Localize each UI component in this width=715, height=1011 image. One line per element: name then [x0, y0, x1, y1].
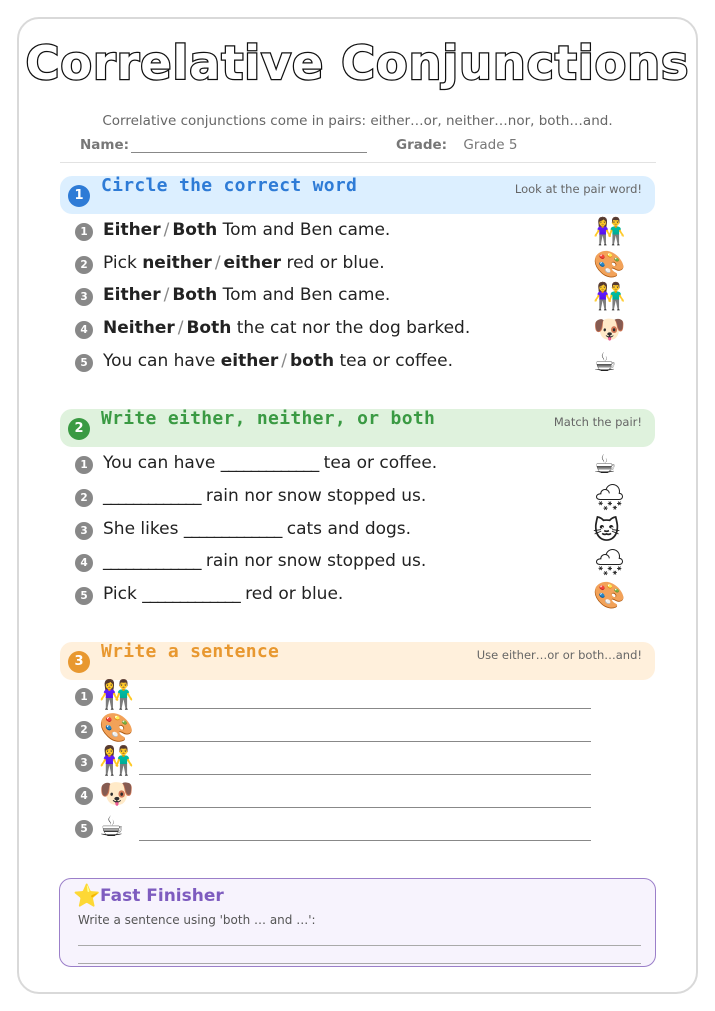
item-pre: Pick — [103, 584, 143, 604]
option-2[interactable]: Both — [172, 285, 218, 305]
fast-finisher-box — [59, 878, 656, 967]
answer-blank[interactable]: _____________ — [103, 486, 201, 506]
item-number: 4 — [75, 787, 93, 805]
item-post: tea or coffee. — [318, 453, 438, 473]
section-1-banner — [60, 176, 655, 214]
item-pre: You can have — [103, 453, 221, 473]
name-line[interactable] — [131, 139, 367, 153]
item-number: 5 — [75, 820, 93, 838]
dog-icon: 🐶 — [99, 777, 134, 810]
fill-item — [75, 518, 635, 544]
section-number: 3 — [68, 651, 90, 673]
writing-line[interactable] — [78, 963, 641, 964]
circle-item: 1 Either / Both Tom and Ben came. 👫 — [75, 219, 635, 245]
circle-item: 5 You can have either / both tea or coffee. ☕ — [75, 350, 635, 376]
item-post: red or blue. — [281, 253, 385, 273]
sentence-item — [75, 678, 595, 712]
item-post: tea or coffee. — [334, 351, 454, 371]
item-number: 2 — [75, 721, 93, 739]
item-number: 5 — [75, 354, 93, 372]
fill-item — [75, 583, 635, 609]
palette-icon: 🎨 — [593, 581, 626, 611]
name-label: Name: — [80, 137, 130, 153]
item-number: 3 — [75, 288, 93, 306]
item-number: 1 — [75, 688, 93, 706]
header-divider — [60, 162, 656, 163]
option-1[interactable]: Neither — [103, 318, 175, 338]
sentence-item — [75, 711, 595, 745]
section-hint: Match the pair! — [553, 415, 642, 429]
star-icon: ⭐ — [73, 884, 101, 909]
coffee-icon: ☕ — [593, 450, 617, 480]
writing-line[interactable] — [139, 708, 591, 709]
couple-icon: 👫 — [99, 678, 134, 711]
answer-blank[interactable]: _____________ — [142, 584, 240, 604]
section-number: 2 — [68, 418, 90, 440]
couple-icon: 👫 — [99, 744, 134, 777]
option-1[interactable]: neither — [142, 253, 212, 273]
answer-blank[interactable]: _____________ — [220, 453, 319, 473]
item-number: 2 — [75, 489, 93, 507]
snow-cloud-icon: 🌨 — [593, 483, 627, 513]
item-pre: She likes — [103, 519, 184, 539]
item-number: 3 — [75, 522, 93, 540]
option-2[interactable]: Both — [186, 318, 232, 338]
item-post: Tom and Ben came. — [217, 220, 391, 240]
coffee-icon: ☕ — [593, 348, 617, 378]
option-1[interactable]: either — [220, 351, 279, 371]
grade-field — [396, 137, 517, 153]
item-post: the cat nor the dog barked. — [231, 318, 471, 338]
writing-line[interactable] — [78, 945, 641, 946]
circle-item: 3 Either / Both Tom and Ben came. 👫 — [75, 284, 635, 310]
option-1[interactable]: Either — [103, 220, 161, 240]
item-number: 5 — [75, 587, 93, 605]
sentence-item — [75, 777, 595, 811]
item-post: rain nor snow stopped us. — [200, 486, 427, 506]
item-number: 3 — [75, 754, 93, 772]
section-heading: Write a sentence — [101, 641, 280, 662]
section-3-banner — [60, 642, 655, 680]
answer-blank[interactable]: _____________ — [183, 519, 282, 539]
grade-label: Grade: — [396, 137, 448, 153]
sentence-item — [75, 744, 595, 778]
fast-finisher-prompt: Write a sentence using 'both … and …': — [78, 913, 316, 927]
item-post: rain nor snow stopped us. — [200, 551, 427, 571]
palette-icon: 🎨 — [593, 250, 626, 280]
item-pre: Pick — [103, 253, 143, 273]
section-hint: Use either…or or both…and! — [476, 648, 642, 662]
answer-blank[interactable]: _____________ — [103, 551, 201, 571]
grade-value: Grade 5 — [463, 137, 518, 153]
fill-item — [75, 452, 635, 478]
section-2-banner — [60, 409, 655, 447]
snow-cloud-icon: 🌨 — [593, 548, 627, 578]
section-heading: Write either, neither, or both — [101, 408, 436, 429]
fill-item — [75, 550, 635, 576]
palette-icon: 🎨 — [99, 711, 134, 744]
writing-line[interactable] — [139, 741, 591, 742]
circle-item: 2 Pick neither / either red or blue. 🎨 — [75, 252, 635, 278]
cat-icon: 🐱 — [593, 516, 621, 546]
section-number: 1 — [68, 185, 90, 207]
option-2[interactable]: either — [223, 253, 282, 273]
circle-item: 4 Neither / Both the cat nor the dog barked. 🐶 — [75, 317, 635, 343]
section-heading: Circle the correct word — [101, 175, 358, 196]
section-hint: Look at the pair word! — [514, 182, 642, 196]
dog-icon: 🐶 — [593, 315, 626, 345]
name-field[interactable] — [80, 137, 367, 153]
option-2[interactable]: Both — [172, 220, 218, 240]
fast-finisher-heading: Fast Finisher — [100, 886, 224, 906]
item-number: 1 — [75, 456, 93, 474]
item-number: 4 — [75, 321, 93, 339]
worksheet-title: Correlative Conjunctions — [25, 36, 690, 90]
coffee-icon: ☕ — [99, 810, 125, 843]
item-post: cats and dogs. — [281, 519, 412, 539]
sentence-item — [75, 810, 595, 844]
writing-line[interactable] — [139, 840, 591, 841]
option-2[interactable]: both — [290, 351, 335, 371]
item-number: 4 — [75, 554, 93, 572]
couple-icon: 👫 — [593, 282, 626, 312]
fill-item — [75, 485, 635, 511]
writing-line[interactable] — [139, 807, 591, 808]
writing-line[interactable] — [139, 774, 591, 775]
item-post: Tom and Ben came. — [217, 285, 391, 305]
item-number: 2 — [75, 256, 93, 274]
worksheet-subtitle: Correlative conjunctions come in pairs: either…or, neither…nor, both…and. — [102, 113, 613, 129]
item-number: 1 — [75, 223, 93, 241]
item-pre: You can have — [103, 351, 221, 371]
option-1[interactable]: Either — [103, 285, 161, 305]
couple-icon: 👫 — [593, 217, 626, 247]
item-post: red or blue. — [239, 584, 344, 604]
